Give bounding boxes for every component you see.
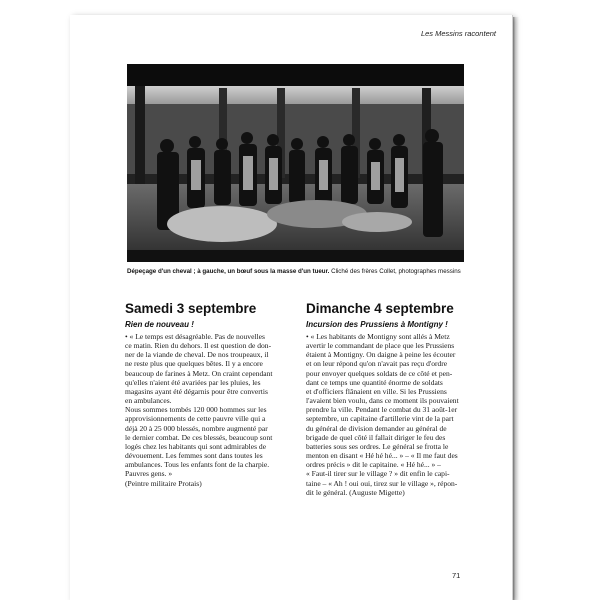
text-line: logés chez les habitants qui sont admirables de <box>125 441 267 451</box>
right-column-title: Dimanche 4 septembre <box>306 301 454 316</box>
text-line: et on leur répond qu'on n'avait pas reçu d'ordre <box>306 359 448 369</box>
right-column-body <box>306 332 469 497</box>
text-line: • « Les habitants de Montigny sont allés à Metz <box>306 332 450 341</box>
text-line: septembre, un capitaine d'artillerie vint de la part <box>306 414 454 424</box>
text-line: ordres précis » dit le capitaine. « Hé hé... » – <box>306 460 441 470</box>
text-line: Nous sommes tombés 120 000 hommes sur les <box>125 405 267 415</box>
text-line: ner de la viande de cheval. De nos troupeaux, il <box>125 350 269 360</box>
text-line: déjà 20 à 25 000 blessés, nombre augmenté par <box>125 423 268 433</box>
text-line: menton en disant « Hé hé hé... » – « Il me faut des <box>306 451 458 461</box>
caption-credit-text: Cliché des frères Collet, photographes messins <box>329 268 461 275</box>
left-column-title: Samedi 3 septembre <box>125 301 257 316</box>
text-line: étaient à Montigny. On daigne à peine les écouter <box>306 350 456 360</box>
text-line: taine – « Ah ! oui oui, tirez sur le village », répon- <box>306 478 458 488</box>
text-line: en ambulances. <box>125 396 172 406</box>
text-line: approvisionnements de cette pauvre ville qui a <box>125 414 266 424</box>
text-line: prendre la ville. Pendant le combat du 31 août-1er <box>306 405 458 415</box>
right-column-subtitle: Incursion des Prussiens à Montigny ! <box>306 320 448 329</box>
text-line: avertir le commandant de place que les Prussiens <box>306 341 455 351</box>
text-line: batteries sous ses ordres. Le général se frotta le <box>306 441 449 451</box>
text-line: le dernier combat. De ces blessés, beaucoup sont <box>125 432 273 442</box>
text-line: l'avaient bien voulu, dans ce moment ils pouvaient <box>306 396 459 406</box>
text-line: • « Le temps est désagréable. Pas de nouvelles <box>125 332 265 341</box>
photo-caption <box>127 268 477 275</box>
text-line: dit le général. (Auguste Migette) <box>306 487 405 497</box>
text-line: dévouement. Les femmes sont dans toutes les <box>125 451 263 461</box>
text-line: magasins ayant été dégarnis pour être convertis <box>125 386 268 396</box>
left-column <box>125 301 288 488</box>
text-line: Pauvres gens. » <box>125 469 173 479</box>
text-line: et d'officiers flânaient en ville. Si les Prussiens <box>306 386 447 396</box>
page-number: 71 <box>452 571 461 580</box>
book-page <box>70 15 512 600</box>
left-column-body <box>125 332 288 488</box>
historical-photograph <box>127 64 464 262</box>
text-line: ne reste plus que quelques bêtes. Il y a encore <box>125 359 263 369</box>
text-line: brigade de quel côté il fallait diriger le feu des <box>306 432 446 442</box>
caption-bold-text: Dépeçage d'un cheval ; à gauche, un bœuf sous la masse d'un tueur. <box>127 268 330 275</box>
right-column <box>306 301 469 497</box>
left-column-subtitle: Rien de nouveau ! <box>125 320 194 329</box>
text-line: (Peintre militaire Protais) <box>125 478 202 488</box>
text-line: dant ce temps une quantité énorme de soldats <box>306 377 443 387</box>
text-line: « Faut-il tirer sur le village ? » dit enfin le capi- <box>306 469 450 479</box>
text-line: du général de division demander au général de <box>306 423 447 433</box>
text-line: qu'elles n'aient été avariées par les pluies, les <box>125 377 261 387</box>
running-header: Les Messins racontent <box>420 29 496 38</box>
text-line: beaucoup de farines à Metz. On craint cependant <box>125 368 273 378</box>
text-line: ambulances. Tous les enfants font de la charpie. <box>125 460 270 470</box>
text-line: ce matin. Rien du dehors. Il est question de don- <box>125 341 272 351</box>
text-line: pour envoyer quelques soldats de ce côté et pen- <box>306 368 453 378</box>
page-edge-shadow <box>513 17 519 600</box>
